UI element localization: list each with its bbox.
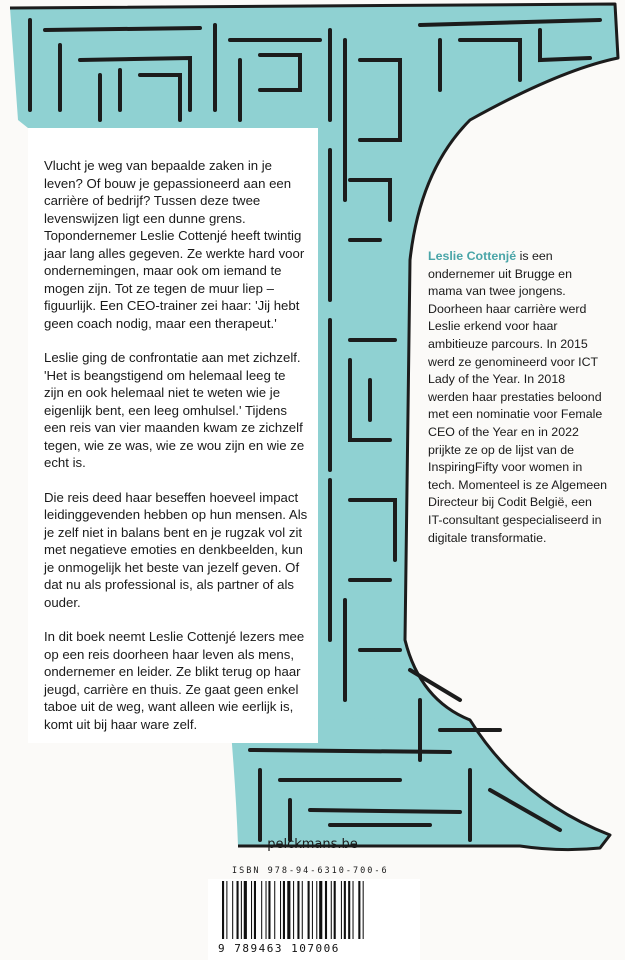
barcode-bar xyxy=(266,881,267,939)
barcode-bar xyxy=(348,881,350,939)
barcode-bar xyxy=(331,881,332,939)
barcode-bar xyxy=(261,881,262,939)
barcode-bar xyxy=(302,881,303,939)
barcode-bar xyxy=(237,881,239,939)
barcode-bar xyxy=(293,881,294,939)
blurb-paragraph: Leslie ging de confrontatie aan met zichzelf. 'Het is beangstigend om helemaal leeg te zijn en ook helemaal niet te weten wie je eigenlijk bent, een leeg omhulsel.' Tijdens een reis van vier maanden kwam ze zichzelf tegen, wie ze was, wie ze wou zijn en wie ze echt is. xyxy=(44,350,305,470)
barcode-bar xyxy=(363,881,364,939)
barcode-bar xyxy=(334,881,336,939)
barcode-bar xyxy=(319,881,322,939)
barcode-bar xyxy=(308,881,310,939)
barcode-bar xyxy=(241,881,242,939)
blurb-paragraph: Die reis deed haar beseffen hoeveel impact leidinggevenden hebben op hun mensen. Als je zelf niet in balans bent en je rugzak vol zit met negatieve emoties en denkbeelden, kun je onmogelijk het beste van jezelf geven. Of dat nu als professional is, als partner of als ouder. xyxy=(44,489,308,610)
barcode-bar xyxy=(254,881,256,939)
barcode-bar xyxy=(232,881,233,939)
barcode-bar xyxy=(358,881,360,939)
barcode-bar xyxy=(244,881,247,939)
barcode-bar xyxy=(226,881,227,939)
barcode-bar xyxy=(280,881,281,939)
barcode-bar xyxy=(222,881,224,939)
barcode-bar xyxy=(283,881,285,939)
blurb-paragraph: Vlucht je weg van bepaalde zaken in je leven? Of bouw je gepassioneerd aan een carrière of bedrijf? Tussen deze twee levenswijzen ligt een dunne grens. Topondernemer Leslie Cottenjé heeft twintig jaar lang alles gegeven. Ze werkte hard voor ondernemingen, maar ook om iemand te mogen zijn. Tot ze tegen de muur liep – figuurlijk. Een CEO-trainer zei haar: 'Jij hebt geen coach nodig, maar een therapeut.' xyxy=(44,158,305,331)
barcode-bar xyxy=(344,881,346,939)
author-name: Leslie Cottenjé xyxy=(428,249,517,263)
barcode-number: 9 789463 107006 xyxy=(218,942,340,955)
barcode-bar xyxy=(325,881,327,939)
barcode-bar xyxy=(353,881,354,939)
barcode-bar xyxy=(251,881,252,939)
publisher-url: pelckmans.be xyxy=(267,837,358,852)
blurb-paragraph: In dit boek neemt Leslie Cottenjé lezers mee op een reis doorheen haar leven als mens, ondernemer en leider. Ze blikt terug op haar jeugd, carrière en thuis. Ze gaat geen enkel taboe uit de weg, want alleen wie eerlijk is, komt uit bij haar ware zelf. xyxy=(44,629,305,732)
barcode-bar xyxy=(297,881,299,939)
isbn-label: ISBN 978-94-6310-700-6 xyxy=(232,866,389,876)
barcode-bar xyxy=(274,881,275,939)
barcode-bar xyxy=(341,881,342,939)
barcode-bar xyxy=(316,881,317,939)
barcode-bar xyxy=(312,881,313,939)
author-bio-text: is een ondernemer uit Brugge en mama van twee jongens. Doorheen haar carrière werd Leslie erkend voor haar ambitieuze parcours. In 2015 werd ze genomineerd voor ICT Lady of the Year. In 2018 werden haar prestaties beloond met een nominatie voor Female CEO of the Year en in 2022 prijkte ze op de lijst van de InspiringFifty voor women in tech. Momenteel is ze Algemeen Directeur bij Codit België, een IT-consultant gespecialiseerd in digitale transformatie. xyxy=(428,249,608,545)
barcode xyxy=(222,881,402,939)
back-cover-blurb xyxy=(44,157,308,750)
barcode-bar xyxy=(287,881,290,939)
barcode-bar xyxy=(268,881,270,939)
author-bio xyxy=(428,248,608,547)
